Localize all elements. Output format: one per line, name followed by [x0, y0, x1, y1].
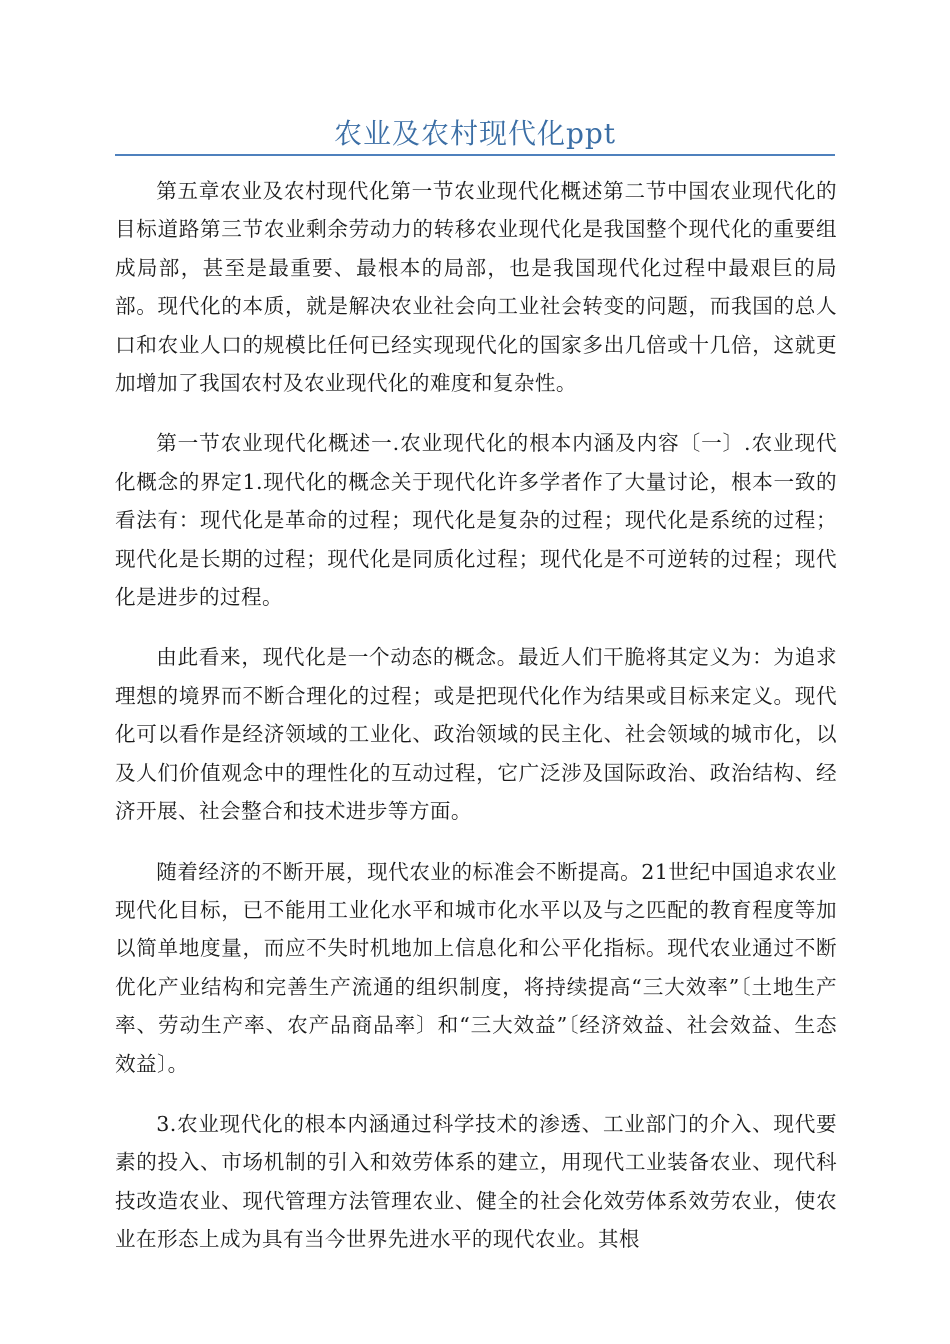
paragraph-5: 3.农业现代化的根本内涵通过科学技术的渗透、工业部门的介入、现代要素的投入、市场机制的引入和效劳体系的建立，用现代工业装备农业、现代科技改造农业、现代管理方法管理农业、健全的社会化效劳体系效劳农业，使农业在形态上成为具有当今世界先进水平的现代农业。其根 — [115, 1111, 837, 1252]
document-body — [115, 172, 837, 1259]
document-title: 农业及农村现代化ppt — [333, 117, 617, 150]
paragraph-3: 由此看来，现代化是一个动态的概念。最近人们干脆将其定义为：为追求理想的境界而不断合理化的过程；或是把现代化作为结果或目标来定义。现代化可以看作是经济领域的工业化、政治领域的民主化、社会领域的城市化，以及人们价值观念中的理性化的互动过程，它广泛涉及国际政治、政治结构、经济开展、社会整合和技术进步等方面。 — [115, 645, 837, 824]
paragraph-2: 第一节农业现代化概述一.农业现代化的根本内涵及内容〔一〕.农业现代化概念的界定1.现代化的概念关于现代化许多学者作了大量讨论，根本一致的看法有：现代化是革命的过程；现代化是复杂的过程；现代化是系统的过程；现代化是长期的过程；现代化是同质化过程；现代化是不可逆转的过程；现代化是进步的过程。 — [115, 431, 837, 610]
paragraph-4: 随着经济的不断开展，现代农业的标准会不断提高。21世纪中国追求农业现代化目标，已不能用工业化水平和城市化水平以及与之匹配的教育程度等加以简单地度量，而应不失时机地加上信息化和公平化指标。现代农业通过不断优化产业结构和完善生产流通的组织制度，将持续提高“三大效率”〔土地生产率、劳动生产率、农产品商品率〕和“三大效益”〔经济效益、社会效益、生态效益〕。 — [115, 859, 837, 1076]
paragraph-1: 第五章农业及农村现代化第一节农业现代化概述第二节中国农业现代化的目标道路第三节农业剩余劳动力的转移农业现代化是我国整个现代化的重要组成局部，甚至是最重要、最根本的局部，也是我国现代化过程中最艰巨的局部。现代化的本质，就是解决农业社会向工业社会转变的问题，而我国的总人口和农业人口的规模比任何已经实现现代化的国家多出几倍或十几倍，这就更加增加了我国农村及农业现代化的难度和复杂性。 — [115, 179, 837, 396]
title-underline — [115, 154, 835, 156]
